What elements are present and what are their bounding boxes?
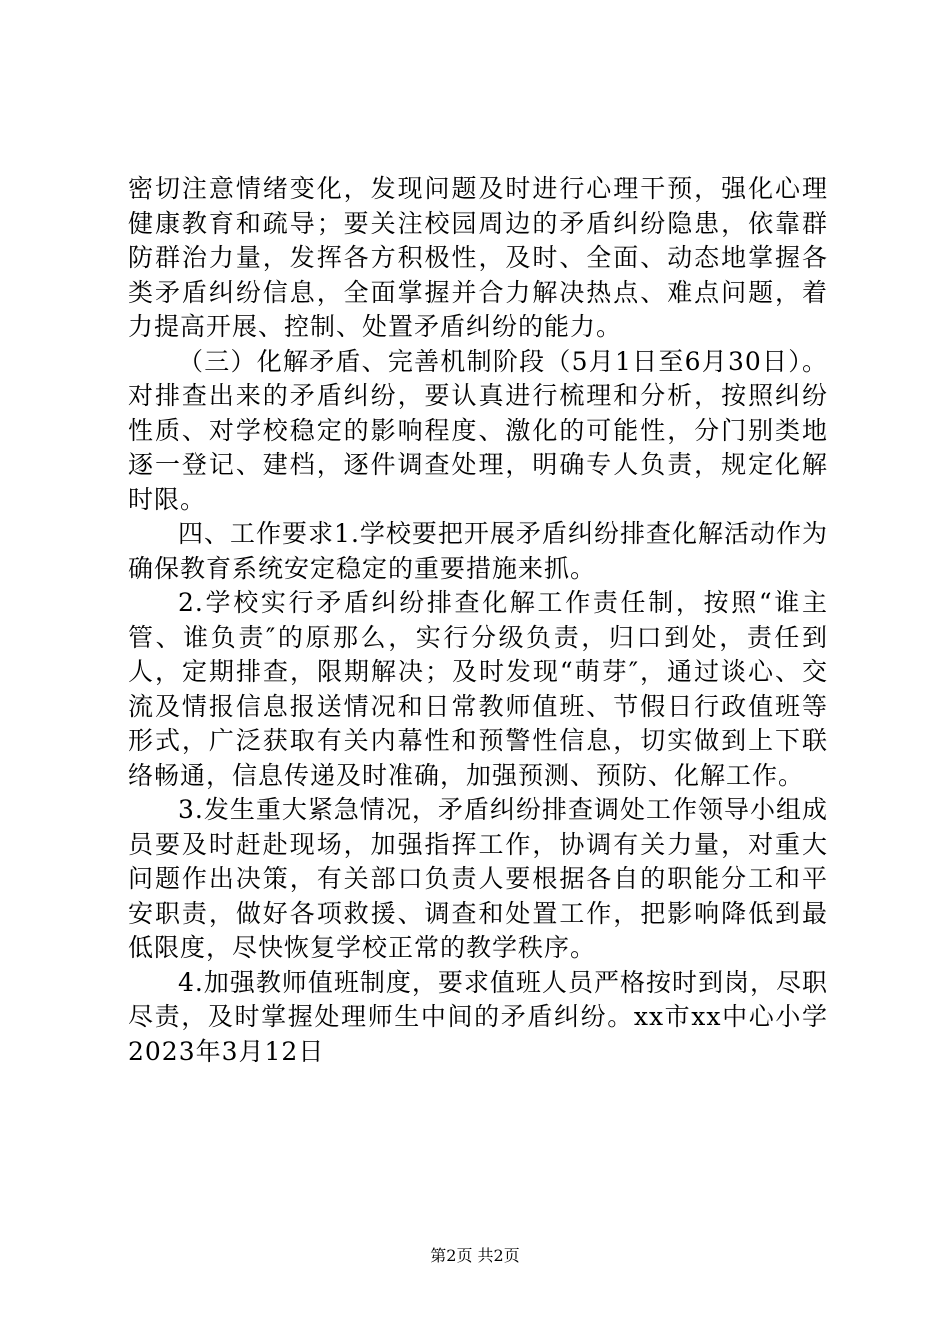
paragraph-3: 四、工作要求1.学校要把开展矛盾纠纷排查化解活动作为确保教育系统安定稳定的重要措施来抓。 bbox=[128, 519, 828, 583]
paragraph-4: 2.学校实行矛盾纠纷排查化解工作责任制，按照“谁主管、谁负责″的原那么，实行分级负责，归口到处，责任到人，定期排查，限期解决；及时发现“萌芽″，通过谈心、交流及情报信息报送情况和日常教师值班、节假日行政值班等形式，广泛获取有关内幕性和预警性信息，切实做到上下联络畅通，信息传递及时准确，加强预测、预防、化解工作。 bbox=[128, 588, 828, 790]
paragraph-1: 密切注意情绪变化，发现问题及时进行心理干预，强化心理健康教育和疏导；要关注校园周边的矛盾纠纷隐患，依靠群防群治力量，发挥各方积极性，及时、全面、动态地掌握各类矛盾纠纷信息，全面掌握并合力解决热点、难点问题，着力提高开展、控制、处置矛盾纠纷的能力。 bbox=[128, 174, 828, 341]
paragraph-2: （三）化解矛盾、完善机制阶段（5月1日至6月30日）。对排查出来的矛盾纠纷，要认真进行梳理和分析，按照纠纷性质、对学校稳定的影响程度、激化的可能性，分门别类地逐一登记、建档，逐件调查处理，明确专人负责，规定化解时限。 bbox=[128, 346, 828, 514]
page-footer bbox=[0, 1246, 950, 1266]
document-body bbox=[128, 172, 828, 1069]
page-number: 第2页 共2页 bbox=[430, 1246, 520, 1265]
paragraph-5: 3.发生重大紧急情况，矛盾纠纷排查调处工作领导小组成员要及时赶赴现场，加强指挥工作，协调有关力量，对重大问题作出决策，有关部口负责人要根据各自的职能分工和平安职责，做好各项救援、调查和处置工作，把影响降低到最低限度，尽快恢复学校正常的教学秩序。 bbox=[128, 795, 828, 962]
paragraph-6: 4.加强教师值班制度，要求值班人员严格按时到岗，尽职尽责，及时掌握处理师生中间的矛盾纠纷。xx市xx中心小学2023年3月12日 bbox=[128, 967, 828, 1066]
